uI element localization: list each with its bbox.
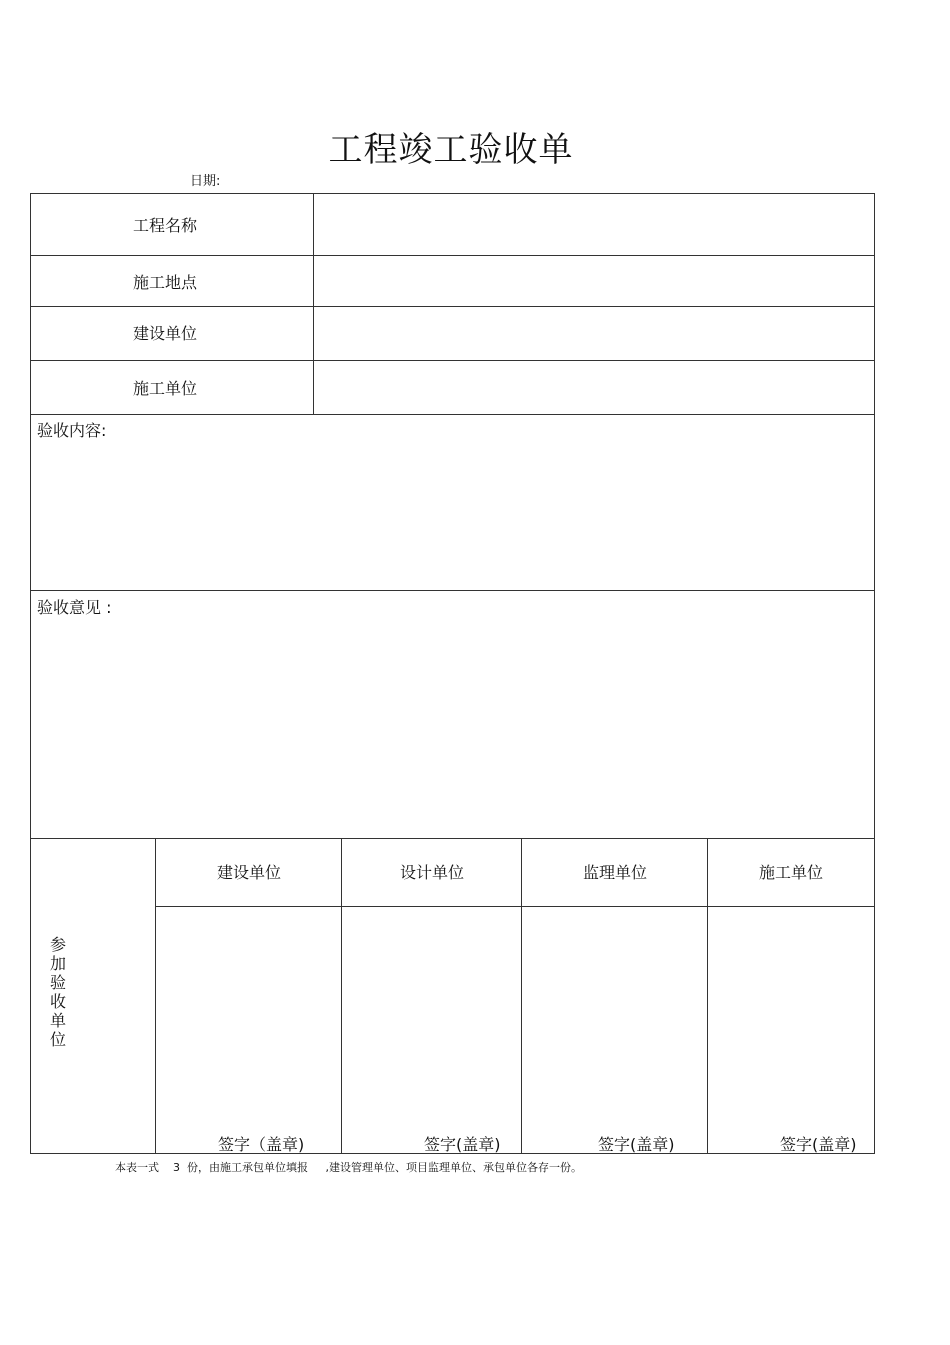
construction-site-field[interactable] bbox=[316, 258, 872, 304]
contractor-field[interactable] bbox=[316, 363, 872, 412]
project-name-field[interactable] bbox=[316, 196, 872, 253]
signature-label-supervisor: 签字(盖章) bbox=[598, 1135, 675, 1154]
signature-label-designer: 签字(盖章) bbox=[424, 1135, 501, 1154]
column-divider bbox=[341, 838, 342, 1154]
column-divider bbox=[155, 838, 156, 1154]
footnote: 本表一式 3 份，由施工承包单位填报 ,建设管理单位、项目监理单位、承包单位各存一份。 bbox=[115, 1161, 582, 1174]
date-label: 日期: bbox=[190, 174, 221, 189]
acceptance-opinion-label: 验收意见 : bbox=[37, 598, 112, 617]
page-title: 工程竣工验收单 bbox=[328, 130, 574, 170]
row-divider bbox=[30, 306, 875, 307]
signature-area-supervisor[interactable] bbox=[523, 906, 706, 1153]
column-divider bbox=[521, 838, 522, 1154]
acceptance-content-area[interactable] bbox=[33, 440, 873, 588]
developer-field[interactable] bbox=[316, 309, 872, 358]
row-divider bbox=[30, 590, 875, 591]
acceptance-content-label: 验收内容: bbox=[37, 421, 107, 440]
row-divider bbox=[30, 255, 875, 256]
row-divider bbox=[30, 360, 875, 361]
signature-label-contractor: 签字(盖章) bbox=[780, 1135, 857, 1154]
column-divider bbox=[313, 193, 314, 414]
construction-site-label: 施工地点 bbox=[133, 273, 198, 292]
developer-label: 建设单位 bbox=[133, 324, 198, 343]
row-divider bbox=[30, 838, 875, 839]
acceptance-opinion-area[interactable] bbox=[33, 618, 873, 836]
participant-header-contractor: 施工单位 bbox=[758, 863, 823, 882]
signature-label-developer: 签字（盖章) bbox=[218, 1135, 305, 1154]
signature-area-contractor[interactable] bbox=[709, 906, 873, 1153]
project-name-label: 工程名称 bbox=[133, 216, 198, 235]
participant-header-supervisor: 监理单位 bbox=[582, 863, 647, 882]
signature-area-designer[interactable] bbox=[343, 906, 520, 1153]
column-divider bbox=[707, 838, 708, 1154]
contractor-label: 施工单位 bbox=[133, 379, 198, 398]
signature-area-developer[interactable] bbox=[157, 906, 340, 1153]
participant-header-designer: 设计单位 bbox=[399, 863, 464, 882]
row-divider bbox=[30, 414, 875, 415]
participant-header-developer: 建设单位 bbox=[216, 863, 281, 882]
participants-label: 参加验收单位 bbox=[49, 935, 66, 1049]
